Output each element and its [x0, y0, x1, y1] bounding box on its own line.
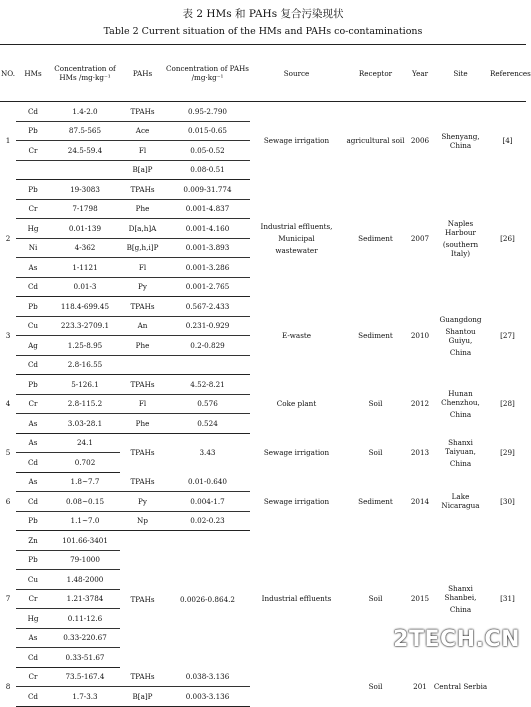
hm-concentration: 0.01-139: [50, 219, 120, 239]
reference-cell: [31]: [500, 594, 515, 604]
pah-name: TPAHs: [120, 472, 165, 492]
pah-concentration: 0.009-31.774: [165, 180, 250, 200]
hm-name: As: [16, 472, 50, 492]
source-line: E-waste: [281, 331, 312, 340]
hm-concentration: 19-3083: [50, 180, 120, 200]
year-cell: 2012: [410, 399, 430, 409]
site-line: China: [449, 458, 472, 468]
pah-concentration: 0.05-0.52: [165, 141, 250, 161]
pah-name: [120, 355, 165, 375]
row-number: 7: [5, 594, 11, 604]
year-cell: 201: [413, 682, 427, 691]
pah-name: Fl: [120, 141, 165, 161]
site-line: Guangdong: [439, 314, 482, 324]
site-line: China: [449, 409, 472, 419]
site-cell: [432, 667, 489, 706]
source-line: Industrial effluents,: [260, 221, 333, 231]
header-conc-pahs-line1: Concentration of PAHs: [166, 64, 249, 73]
pah-name: Fl: [120, 258, 165, 278]
receptor-cell: agricultural soil: [346, 136, 405, 146]
pah-name: Np: [120, 511, 165, 531]
table-row: [0, 531, 526, 551]
pah-concentration: 0.2-0.829: [165, 336, 250, 356]
pah-concentration: 0.001-3.893: [165, 238, 250, 258]
reference-cell: [29]: [500, 448, 515, 457]
table-row: [0, 102, 526, 122]
hm-name: Zn: [16, 531, 50, 551]
site-line: (southern Italy): [442, 239, 479, 258]
pah-concentration: 0.015-0.65: [165, 121, 250, 141]
hm-concentration: 2.8-115.2: [50, 394, 120, 414]
pah-name: TPAHs: [120, 375, 165, 395]
hm-name: Cd: [16, 355, 50, 375]
hm-concentration: 2.8-16.55: [50, 355, 120, 375]
row-number: 6: [5, 496, 11, 506]
hm-concentration: 101.66-3401: [50, 531, 120, 551]
site-cell: [432, 102, 489, 180]
reference-cell: [489, 667, 526, 706]
source-cell: [250, 433, 343, 472]
source-cell: [250, 375, 343, 434]
row-number: 5: [5, 448, 11, 457]
pah-name: TPAHs: [120, 667, 165, 687]
year-cell: 2013: [410, 448, 430, 457]
receptor-cell: Soil: [368, 448, 383, 457]
hm-name: Cr: [16, 667, 50, 687]
header-conc-pahs: [165, 45, 250, 102]
site-cell: [432, 375, 489, 434]
source-cell: [250, 297, 343, 375]
site-line: Central Serbia: [433, 682, 488, 691]
receptor-cell: Sediment: [358, 233, 393, 243]
year-cell: 2010: [410, 331, 430, 340]
hm-name: Cd: [16, 277, 50, 297]
hm-concentration: 0.01-3: [50, 277, 120, 297]
hm-concentration: 3.03-28.1: [50, 414, 120, 434]
hm-name: Ni: [16, 238, 50, 258]
source-line: Sewage irrigation: [263, 136, 330, 146]
row-number: 8: [5, 682, 11, 691]
pah-name: D[a,h]A: [120, 219, 165, 239]
pah-concentration: 0.001-4.160: [165, 219, 250, 239]
site-line: China: [449, 347, 472, 357]
row-number: 3: [5, 331, 11, 340]
hm-concentration: 0.702: [50, 453, 120, 473]
reference-cell: [28]: [500, 399, 515, 409]
pah-concentration: 0.08-0.51: [165, 160, 250, 180]
header-receptor: Receptor: [343, 45, 408, 102]
source-cell: [250, 667, 343, 706]
hm-concentration: 1.25-8.95: [50, 336, 120, 356]
pah-concentration: 0.95-2.790: [165, 102, 250, 122]
source-line: Sewage irrigation: [263, 448, 330, 457]
pah-concentration: 0.038-3.136: [165, 667, 250, 687]
pah-name: An: [120, 316, 165, 336]
table-row: [0, 180, 526, 200]
receptor-cell: Sediment: [358, 331, 393, 340]
pah-name: Py: [120, 277, 165, 297]
row-number: 2: [5, 233, 11, 243]
source-cell: [250, 472, 343, 531]
pah-concentration: 0.0026-0.864.2: [179, 594, 235, 604]
pah-concentration: 0.02-0.23: [165, 511, 250, 531]
source-line: Municipal: [278, 233, 315, 243]
hm-name: Pb: [16, 511, 50, 531]
pah-name: Py: [120, 492, 165, 512]
hm-name: Pb: [16, 121, 50, 141]
table-title-chinese: 表 2 HMs 和 PAHs 复合污染现状: [182, 8, 344, 20]
site-line: China: [449, 604, 472, 614]
hm-concentration: 0.33-220.67: [50, 628, 120, 648]
receptor-cell: Soil: [368, 594, 383, 604]
hm-name: Cu: [16, 316, 50, 336]
source-line: wastewater: [275, 245, 318, 255]
header-conc-hms: [50, 45, 120, 102]
pah-name: B[g,h,i]P: [120, 238, 165, 258]
table-body: [0, 102, 526, 707]
hm-name: Cr: [16, 394, 50, 414]
table-row: [0, 375, 526, 395]
hm-concentration: 1.1~7.0: [50, 511, 120, 531]
reference-cell: [27]: [500, 331, 515, 340]
pah-concentration: 0.524: [165, 414, 250, 434]
hm-concentration: 5-126.1: [50, 375, 120, 395]
hm-concentration: 1.7-3.3: [50, 687, 120, 707]
reference-cell: [26]: [500, 233, 515, 243]
pah-concentration: 4.52-8.21: [165, 375, 250, 395]
receptor-cell: Sediment: [358, 496, 393, 506]
year-cell: 2015: [410, 594, 430, 604]
hm-name: Cd: [16, 687, 50, 707]
source-cell: [250, 180, 343, 297]
hm-concentration: [50, 160, 120, 180]
pah-concentration: [165, 355, 250, 375]
pah-concentration: 0.001-4.837: [165, 199, 250, 219]
hm-name: Cd: [16, 102, 50, 122]
pah-name: TPAHs: [130, 448, 155, 458]
pah-concentration: 0.567-2.433: [165, 297, 250, 317]
reference-cell: [4]: [502, 136, 513, 146]
hm-name: Pb: [16, 297, 50, 317]
hm-name: As: [16, 258, 50, 278]
hm-name: [16, 160, 50, 180]
year-cell: 2007: [410, 233, 430, 243]
contamination-table: [0, 44, 531, 707]
hm-concentration: 118.4-699.45: [50, 297, 120, 317]
hm-concentration: 223.3-2709.1: [50, 316, 120, 336]
header-row: [0, 45, 526, 102]
header-references: References: [489, 45, 526, 102]
source-cell: [250, 102, 343, 180]
pah-name: TPAHs: [130, 594, 155, 604]
table-row: [0, 297, 526, 317]
hm-name: Hg: [16, 609, 50, 629]
hm-name: Cr: [16, 199, 50, 219]
header-source: Source: [250, 45, 343, 102]
pah-name: Phe: [120, 414, 165, 434]
watermark-logo: 2TECH.CN: [393, 627, 520, 652]
site-cell: [432, 472, 489, 531]
receptor-cell: Soil: [368, 682, 383, 691]
hm-name: As: [16, 628, 50, 648]
pah-concentration: 0.003-3.136: [165, 687, 250, 707]
hm-concentration: 7-1798: [50, 199, 120, 219]
hm-concentration: 24.1: [50, 433, 120, 453]
hm-name: As: [16, 414, 50, 434]
header-conc-hms-line2: HMs /mg·kg⁻¹: [59, 73, 111, 82]
pah-name: Phe: [120, 199, 165, 219]
table-title-english: Table 2 Current situation of the HMs and PAHs co-contaminations: [103, 26, 423, 37]
hm-concentration: 79-1000: [50, 550, 120, 570]
hm-name: Pb: [16, 550, 50, 570]
hm-concentration: 1.4-2.0: [50, 102, 120, 122]
site-cell: [432, 180, 489, 297]
hm-name: As: [16, 433, 50, 453]
table-row: [0, 433, 526, 453]
hm-concentration: 87.5-565: [50, 121, 120, 141]
source-cell: [250, 531, 343, 668]
hm-concentration: 1.8~7.7: [50, 472, 120, 492]
site-line: Shantou Guiyu,: [445, 326, 476, 345]
source-line: Coke plant: [276, 399, 317, 409]
pah-name: B[a]P: [120, 687, 165, 707]
site-line: Naples Harbour: [445, 218, 476, 237]
header-conc-pahs-line2: /mg·kg⁻¹: [191, 73, 224, 82]
hm-name: Cr: [16, 589, 50, 609]
pah-name: Ace: [120, 121, 165, 141]
header-hms: HMs: [16, 45, 50, 102]
pah-concentration: 0.001-3.286: [165, 258, 250, 278]
header-pahs: PAHs: [120, 45, 165, 102]
hm-concentration: 0.08~0.15: [50, 492, 120, 512]
site-cell: [432, 297, 489, 375]
header-no: NO.: [0, 45, 16, 102]
site-line: Shanxi Shanbei,: [444, 583, 477, 602]
site-line: Shenyang, China: [441, 131, 480, 150]
hm-concentration: 4-362: [50, 238, 120, 258]
site-cell: [432, 433, 489, 472]
hm-name: Cd: [16, 453, 50, 473]
hm-name: Cd: [16, 492, 50, 512]
hm-name: Ag: [16, 336, 50, 356]
pah-name: TPAHs: [120, 297, 165, 317]
pah-concentration: 0.001-2.765: [165, 277, 250, 297]
pah-name: Fl: [120, 394, 165, 414]
hm-concentration: 1.21-3784: [50, 589, 120, 609]
hm-concentration: 24.5-59.4: [50, 141, 120, 161]
pah-name: Phe: [120, 336, 165, 356]
hm-concentration: 0.11-12.6: [50, 609, 120, 629]
pah-name: TPAHs: [120, 102, 165, 122]
reference-cell: [30]: [500, 496, 515, 506]
table-row: [0, 667, 526, 687]
source-line: Industrial effluents: [261, 594, 332, 604]
hm-concentration: 0.33-51.67: [50, 648, 120, 668]
pah-concentration: 0.01-0.640: [165, 472, 250, 492]
hm-name: Cu: [16, 570, 50, 590]
hm-concentration: 1-1121: [50, 258, 120, 278]
header-year: Year: [408, 45, 432, 102]
hm-name: Cd: [16, 648, 50, 668]
pah-concentration: 0.004-1.7: [165, 492, 250, 512]
site-line: Lake Nicaragua: [441, 492, 480, 511]
header-conc-hms-line1: Concentration of: [54, 64, 116, 73]
table-row: [0, 472, 526, 492]
receptor-cell: Soil: [368, 399, 383, 409]
hm-concentration: 1.48-2000: [50, 570, 120, 590]
hm-name: Hg: [16, 219, 50, 239]
year-cell: 2006: [410, 136, 430, 146]
pah-concentration: 0.576: [165, 394, 250, 414]
pah-concentration: 3.43: [199, 448, 216, 458]
hm-concentration: 73.5-167.4: [50, 667, 120, 687]
year-cell: 2014: [410, 496, 430, 506]
hm-name: Pb: [16, 180, 50, 200]
hm-name: Cr: [16, 141, 50, 161]
source-line: Sewage irrigation: [263, 496, 330, 506]
site-line: Hunan Chenzhou,: [441, 388, 480, 407]
site-line: Shanxi Taiyuan,: [445, 437, 476, 456]
pah-name: B[a]P: [120, 160, 165, 180]
hm-name: Pb: [16, 375, 50, 395]
pah-concentration: 0.231-0.929: [165, 316, 250, 336]
pah-name: TPAHs: [120, 180, 165, 200]
row-number: 1: [5, 136, 11, 146]
header-site: Site: [432, 45, 489, 102]
row-number: 4: [5, 399, 11, 409]
